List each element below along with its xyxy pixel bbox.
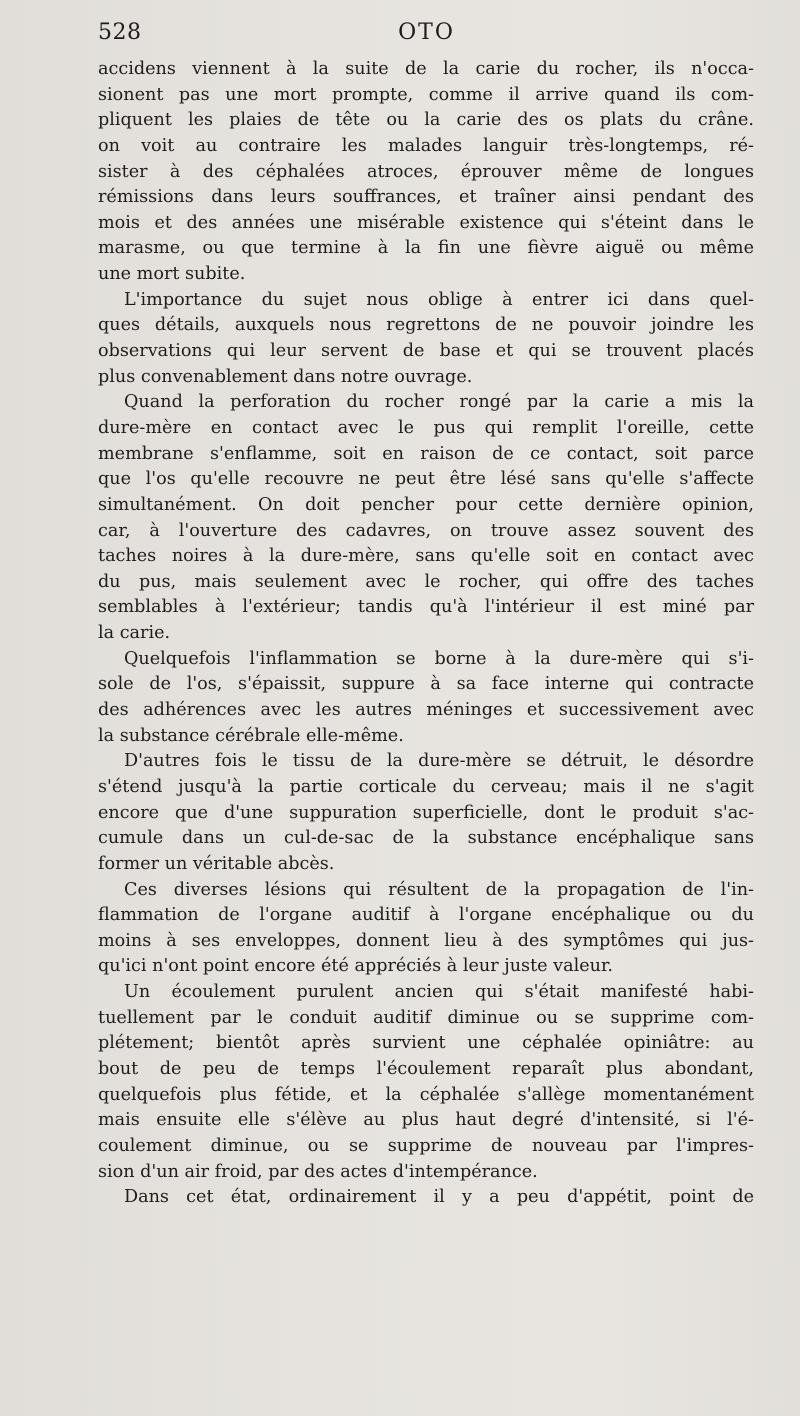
- text-line: Un écoulement purulent ancien qui s'était manifesté habi-: [124, 982, 754, 1003]
- page-header: [98, 20, 755, 52]
- text-line: encore que d'une suppuration superficielle, dont le produit s'ac-: [98, 802, 754, 823]
- text-line: Quelquefois l'inflammation se borne à la dure-mère qui s'i-: [124, 648, 754, 669]
- text-line: cumule dans un cul-de-sac de la substance encéphalique sans: [98, 828, 754, 849]
- text-line: s'étend jusqu'à la partie corticale du cerveau; mais il ne s'agit: [98, 776, 754, 797]
- text-line: observations qui leur servent de base et qui se trouvent placés: [98, 341, 754, 362]
- text-line: car, à l'ouverture des cadavres, on trouve assez souvent des: [98, 520, 754, 541]
- text-line: Ces diverses lésions qui résultent de la propagation de l'in-: [124, 879, 754, 900]
- text-line: ques détails, auxquels nous regrettons de ne pouvoir joindre les: [98, 315, 754, 336]
- text-line: qu'ici n'ont point encore été appréciés à leur juste valeur.: [98, 956, 614, 977]
- running-head: OTO: [398, 20, 455, 45]
- paragraph: [98, 647, 754, 750]
- text-line: moins à ses enveloppes, donnent lieu à des symptômes qui jus-: [98, 930, 754, 951]
- text-line: sion d'un air froid, par des actes d'intempérance.: [98, 1161, 538, 1182]
- text-line: simultanément. On doit pencher pour cette dernière opinion,: [98, 494, 754, 515]
- text-line: accidens viennent à la suite de la carie du rocher, ils n'occa-: [98, 59, 754, 79]
- text-line: la substance cérébrale elle-même.: [98, 725, 404, 746]
- paragraph: [98, 57, 754, 288]
- text-line: mois et des années une misérable existence qui s'éteint dans le: [98, 212, 754, 233]
- text-line: du pus, mais seulement avec le rocher, qui offre des taches: [98, 571, 754, 592]
- text-line: des adhérences avec les autres méninges et successivement avec: [98, 700, 754, 721]
- paragraph: [98, 878, 754, 981]
- paragraph: [98, 980, 754, 1185]
- body-text: [98, 57, 754, 1211]
- text-line: membrane s'enflamme, soit en raison de ce contact, soit parce: [98, 443, 754, 464]
- paragraph: [98, 288, 754, 391]
- text-line: on voit au contraire les malades languir très-longtemps, ré-: [98, 135, 754, 156]
- text-line: Dans cet état, ordinairement il y a peu d'appétit, point de: [124, 1187, 754, 1208]
- text-line: former un véritable abcès.: [98, 853, 335, 874]
- text-line: bout de peu de temps l'écoulement reparaît plus abondant,: [98, 1058, 754, 1079]
- text-line: flammation de l'organe auditif à l'organe encéphalique ou du: [98, 905, 754, 926]
- text-line: la carie.: [98, 623, 171, 644]
- text-line: Quand la perforation du rocher rongé par la carie a mis la: [124, 392, 754, 413]
- text-line: plétement; bientôt après survient une céphalée opiniâtre: au: [98, 1033, 754, 1054]
- text-line: rémissions dans leurs souffrances, et traîner ainsi pendant des: [98, 187, 754, 208]
- text-line: que l'os qu'elle recouvre ne peut être lésé sans qu'elle s'affecte: [98, 469, 754, 490]
- paragraph: [98, 390, 754, 646]
- paragraph: [98, 1185, 754, 1211]
- text-line: taches noires à la dure-mère, sans qu'elle soit en contact avec: [98, 546, 754, 567]
- page-number: 528: [98, 20, 142, 45]
- text-line: pliquent les plaies de tête ou la carie des os plats du crâne.: [98, 110, 754, 131]
- text-line: marasme, ou que termine à la fin une fièvre aiguë ou même: [98, 238, 754, 259]
- text-line: une mort subite.: [98, 264, 246, 285]
- text-line: sole de l'os, s'épaissit, suppure à sa face interne qui contracte: [98, 674, 754, 695]
- text-line: quelquefois plus fétide, et la céphalée s'allège momentanément: [98, 1084, 754, 1105]
- text-line: semblables à l'extérieur; tandis qu'à l'intérieur il est miné par: [98, 597, 754, 618]
- text-line: sionent pas une mort prompte, comme il arrive quand ils com-: [98, 84, 754, 105]
- text-line: sister à des céphalées atroces, éprouver même de longues: [98, 161, 754, 182]
- text-line: dure-mère en contact avec le pus qui remplit l'oreille, cette: [98, 417, 754, 438]
- paragraph: [98, 749, 754, 877]
- text-line: tuellement par le conduit auditif diminue ou se supprime com-: [98, 1007, 754, 1028]
- text-line: L'importance du sujet nous oblige à entrer ici dans quel-: [124, 289, 754, 310]
- text-line: plus convenablement dans notre ouvrage.: [98, 366, 473, 387]
- text-line: coulement diminue, ou se supprime de nouveau par l'impres-: [98, 1135, 754, 1156]
- text-line: mais ensuite elle s'élève au plus haut degré d'intensité, si l'é-: [98, 1110, 754, 1131]
- text-line: D'autres fois le tissu de la dure-mère se détruit, le désordre: [124, 751, 754, 772]
